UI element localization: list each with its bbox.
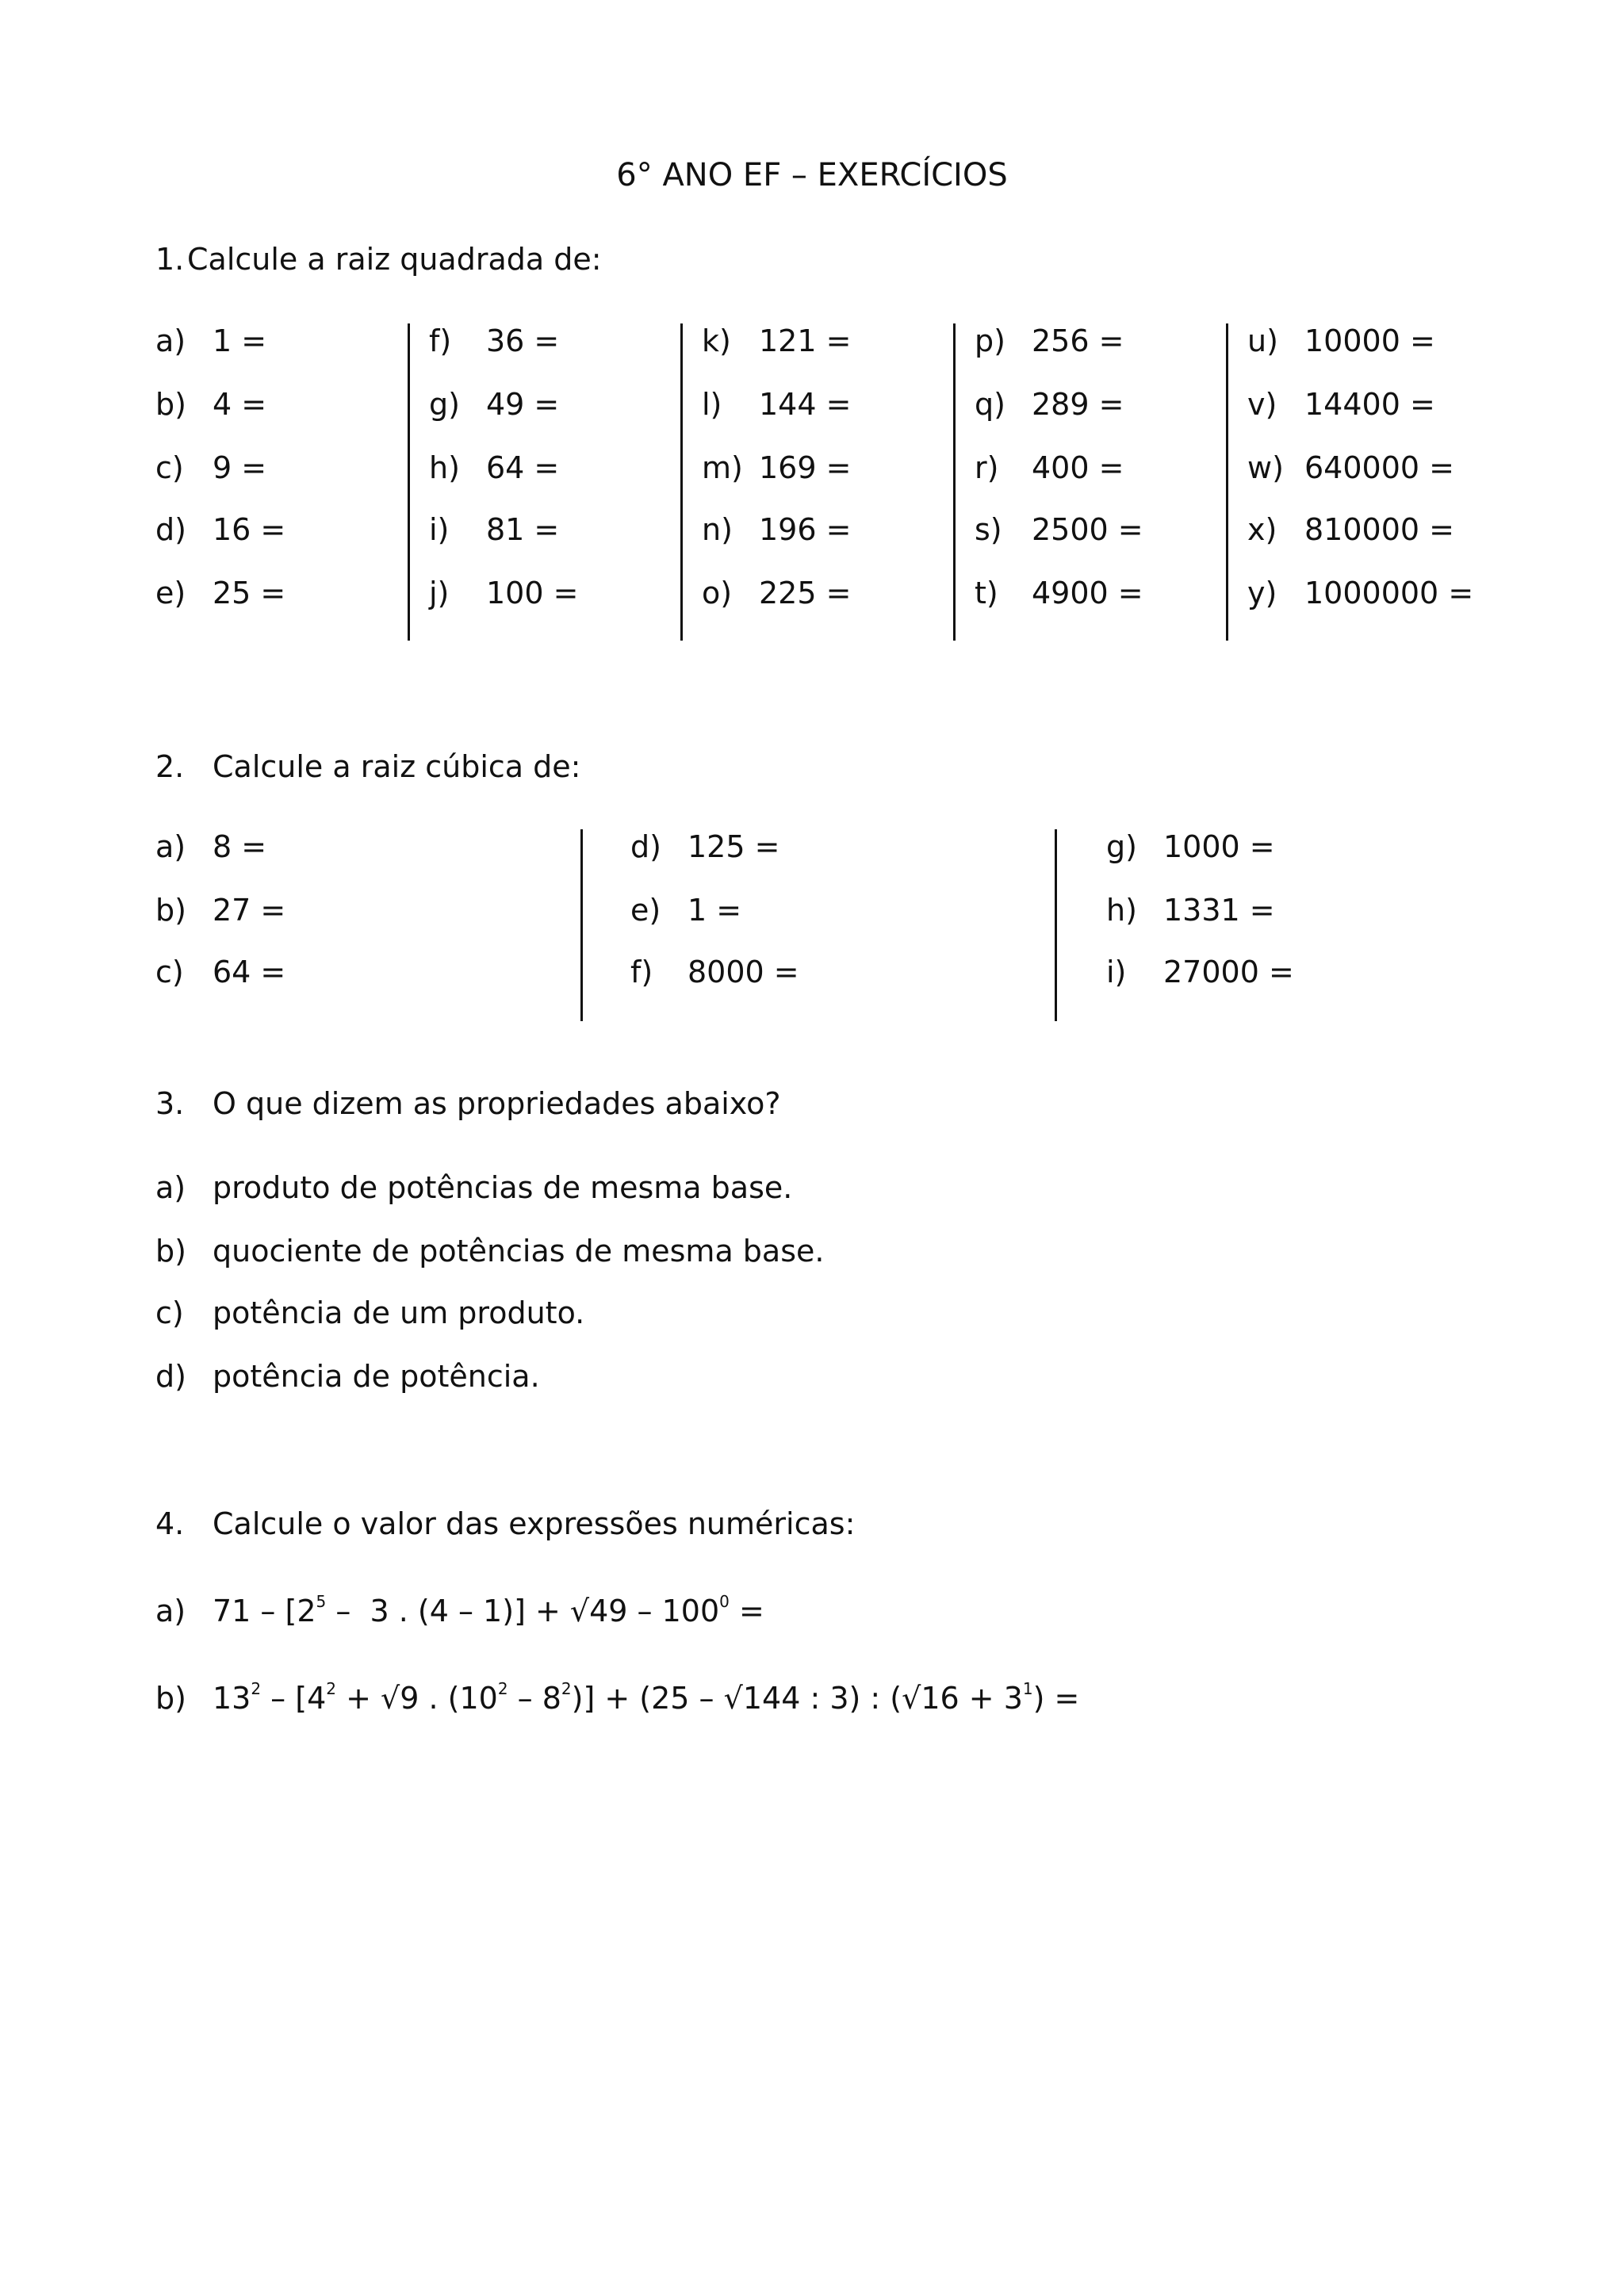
expression-b-letter: b) (155, 1681, 186, 1716)
question-2-number: 2. (155, 749, 185, 784)
expression-a-letter: a) (155, 1594, 186, 1628)
expression-a-formula: $71 - [2^5 - 3$ . $(4 - 1)] + √49 - 100^0$ = (213, 1592, 764, 1628)
cube-root-column-2: d) 125 = e) 1 = f) 8000 = (580, 829, 583, 1021)
question-3-number: 3. (155, 1086, 185, 1121)
square-root-symbol: √ (723, 1681, 743, 1716)
question-4-text: Calcule o valor das expressões numéricas: (213, 1506, 856, 1541)
square-root-column-2: f) 36 = g) 49 = h) 64 = i) 81 = j) 100 = (408, 323, 410, 641)
square-root-symbol: √ (569, 1594, 590, 1628)
page-title: 6° ANO EF – EXERCÍCIOS (616, 157, 1008, 193)
question-1-number: 1. (155, 242, 185, 277)
square-root-symbol: √ (902, 1681, 921, 1716)
square-root-column-4: p) 256 = q) 289 = r) 400 = s) 2500 = t) 4900 = (953, 323, 956, 641)
square-root-column-3: k) 121 = l) 144 = m) 169 = n) 196 = o) 225 = (680, 323, 683, 641)
question-2-text: Calcule a raiz cúbica de: (213, 749, 581, 784)
square-root-symbol: √ (381, 1681, 400, 1716)
question-1-text: Calcule a raiz quadrada de: (187, 242, 602, 277)
question-4-number: 4. (155, 1506, 185, 1541)
cube-root-column-3: g) 1000 = h) 1331 = i) 27000 = (1055, 829, 1057, 1021)
question-3-text: O que dizem as propriedades abaixo? (213, 1086, 781, 1121)
expression-b-formula: $13^2 - [4^2 + √9$ . $(10^2 - 8^2)] + (25 - √144$ : 3) : $(√16 + 3^1)$ = (213, 1679, 1080, 1716)
square-root-column-5: u) 10000 = v) 14400 = w) 640000 = x) 810000 = y) 1000000 = (1226, 323, 1228, 641)
